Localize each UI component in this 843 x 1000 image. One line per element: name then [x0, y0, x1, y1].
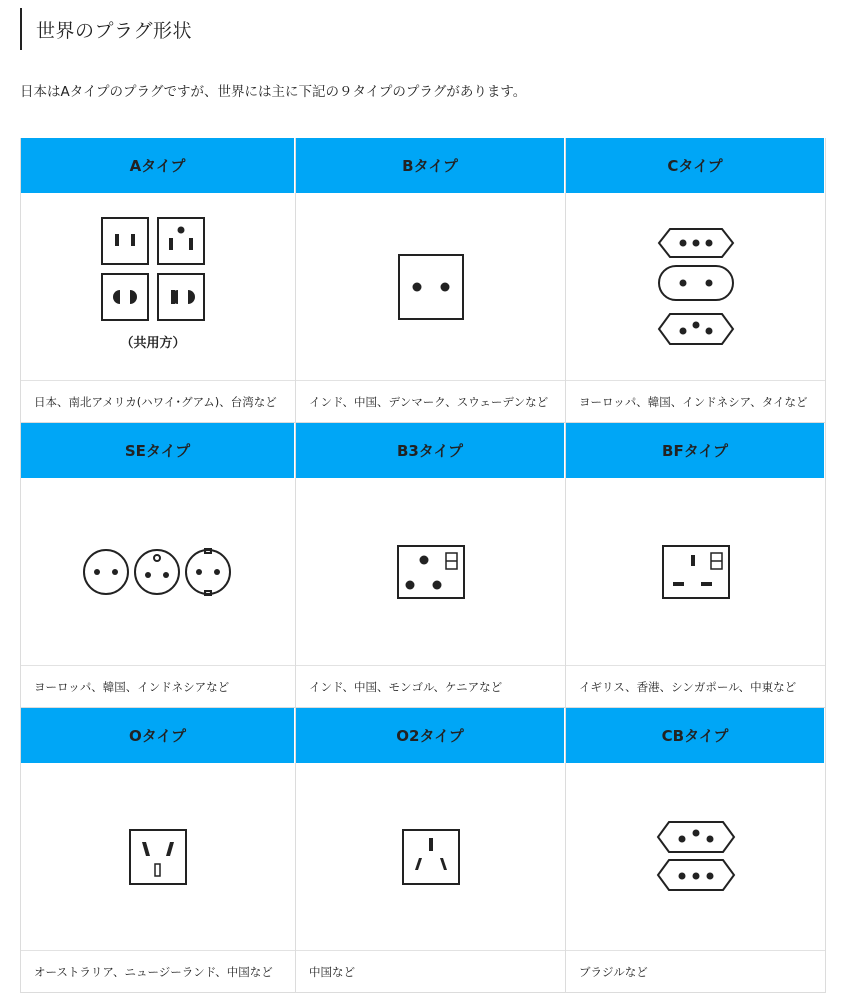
- plug-header-cb: CBタイプ: [566, 708, 825, 763]
- plug-header-bf: BFタイプ: [566, 423, 825, 478]
- plug-countries-o2: 中国など: [309, 964, 355, 979]
- plug-header-se: SEタイプ: [21, 423, 295, 478]
- plug-a-icon: [98, 214, 218, 359]
- plug-countries-se: ヨーロッパ、韓国、インドネシアなど: [34, 679, 230, 694]
- plug-bf-icon: [661, 544, 731, 600]
- plug-image-o2: [296, 763, 565, 951]
- plug-image-b: [296, 193, 565, 381]
- plug-cell-se: [21, 423, 296, 708]
- page-title: 世界のプラグ形状: [36, 19, 193, 42]
- plug-cell-b3: [296, 423, 566, 708]
- plug-countries-o: オーストラリア、ニュージーランド、中国など: [34, 964, 273, 979]
- plug-countries-b: インド、中国、デンマーク、スウェーデンなど: [309, 394, 549, 409]
- plug-se-icon: [81, 545, 235, 599]
- plug-countries-b3: インド、中国、モンゴル、ケニアなど: [309, 679, 503, 694]
- plug-countries-c: ヨーロッパ、韓国、インドネシア、タイなど: [579, 394, 808, 409]
- plug-b-icon: [396, 252, 466, 322]
- plug-cell-c: [566, 138, 826, 423]
- plug-image-bf: [566, 478, 825, 666]
- plug-cell-bf: [566, 423, 826, 708]
- plug-o-icon: [128, 828, 188, 886]
- plug-c-icon: [656, 226, 736, 348]
- plug-countries-bf: イギリス、香港、シンガポール、中東など: [579, 679, 797, 694]
- plug-header-c: Cタイプ: [566, 138, 825, 193]
- plug-header-a: Aタイプ: [21, 138, 295, 193]
- plug-cell-a: [21, 138, 296, 423]
- plug-image-c: [566, 193, 825, 381]
- plug-image-b3: [296, 478, 565, 666]
- plug-a-note: （共用方）: [120, 336, 186, 351]
- plug-cell-cb: [566, 708, 826, 993]
- plug-countries-a: 日本、南北アメリカ(ハワイ･グアム)、台湾など: [34, 394, 277, 409]
- plug-cell-o: [21, 708, 296, 993]
- plug-cell-o2: [296, 708, 566, 993]
- plug-header-b: Bタイプ: [296, 138, 565, 193]
- plug-b3-icon: [396, 544, 466, 600]
- plug-cell-b: [296, 138, 566, 423]
- intro-text: 日本はAタイプのプラグですが、世界には主に下記の９タイプのプラグがあります。: [20, 84, 527, 100]
- plug-countries-cb: ブラジルなど: [579, 964, 648, 979]
- plug-o2-icon: [401, 828, 461, 886]
- plug-image-o: [21, 763, 295, 951]
- plug-cb-icon: [655, 819, 737, 895]
- plug-header-o: Oタイプ: [21, 708, 295, 763]
- plug-image-cb: [566, 763, 825, 951]
- plug-image-a: [21, 193, 295, 381]
- plug-type-table: [20, 138, 825, 993]
- plug-header-o2: O2タイプ: [296, 708, 565, 763]
- section-heading: [20, 8, 192, 50]
- plug-header-b3: B3タイプ: [296, 423, 565, 478]
- plug-image-se: [21, 478, 295, 666]
